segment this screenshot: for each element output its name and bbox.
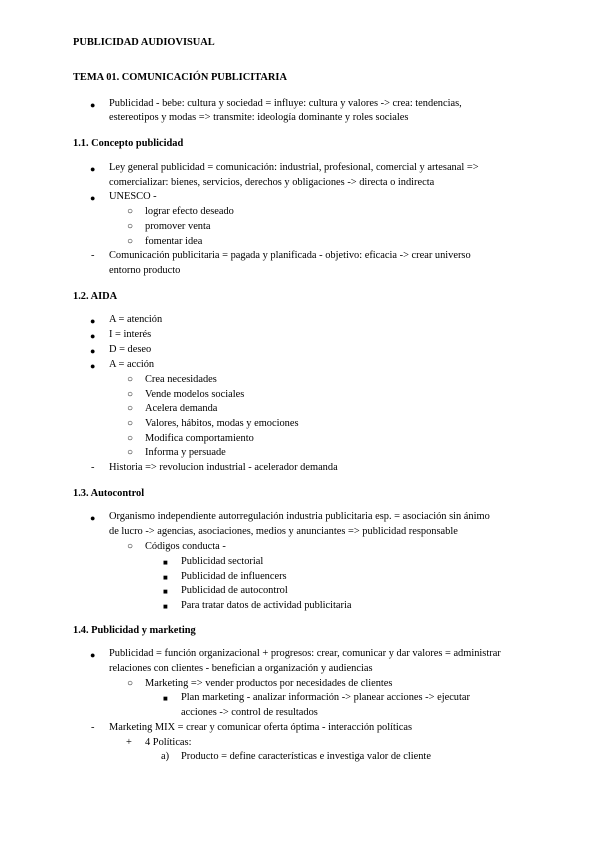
circle-marker: ○ — [127, 541, 134, 552]
comunicacion-line-1: Comunicación publicitaria = pagada y planificada - objetivo: eficacia -> crear universo — [109, 250, 471, 261]
ley-line-2: comercializar: bienes, servicios, derechos y obligaciones -> directa o indirecta — [109, 177, 435, 188]
circle-marker: ○ — [127, 418, 134, 429]
codigo-sub-1: Publicidad sectorial — [181, 556, 264, 567]
square-marker: ■ — [163, 602, 168, 611]
publicidad-line-2: relaciones con clientes - benefician a organización y audiencias — [109, 663, 373, 674]
circle-marker: ○ — [127, 374, 134, 385]
circle-marker: ○ — [127, 221, 134, 232]
plan-line-1: Plan marketing - analizar información -> planear acciones -> ejecutar — [181, 692, 470, 703]
bullet-marker: ● — [90, 361, 96, 371]
square-marker: ■ — [163, 587, 168, 596]
dash-marker: - — [91, 722, 95, 733]
section-heading-concepto: 1.1. Concepto publicidad — [73, 138, 184, 149]
section-heading-autocontrol: 1.3. Autocontrol — [73, 488, 145, 499]
intro-line-1: Publicidad - bebe: cultura y sociedad = influye: cultura y valores -> crea: tendencias, — [109, 98, 462, 109]
section-heading-aida: 1.2. AIDA — [73, 291, 118, 302]
square-marker: ■ — [163, 558, 168, 567]
plan-line-2: acciones -> control de resultados — [181, 707, 318, 718]
circle-marker: ○ — [127, 403, 134, 414]
bullet-marker: ● — [90, 331, 96, 341]
unesco-sub-1: lograr efecto deseado — [145, 206, 234, 217]
historia-item: Historia => revolucion industrial - acelerador demanda — [109, 462, 338, 473]
intro-line-2: estereotipos y modas => transmite: ideología dominante y roles sociales — [109, 112, 409, 123]
bullet-marker: ● — [90, 193, 96, 203]
accion-sub-6: Informa y persuade — [145, 447, 226, 458]
codigo-sub-4: Para tratar datos de actividad publicitaria — [181, 600, 352, 611]
bullet-marker: ● — [90, 164, 96, 174]
accion-sub-3: Acelera demanda — [145, 403, 218, 414]
aida-item-atencion: A = atención — [109, 314, 163, 325]
aida-item-accion: A = acción — [109, 359, 155, 370]
bullet-marker: ● — [90, 316, 96, 326]
section-heading-marketing: 1.4. Publicidad y marketing — [73, 625, 196, 636]
codigos-item: Códigos conducta - — [145, 541, 226, 552]
circle-marker: ○ — [127, 389, 134, 400]
plus-marker: + — [126, 737, 132, 748]
circle-marker: ○ — [127, 236, 134, 247]
bullet-marker: ● — [90, 650, 96, 660]
publicidad-line-1: Publicidad = función organizacional + progresos: crear, comunicar y dar valores = administrar — [109, 648, 501, 659]
aida-item-interes: I = interés — [109, 329, 152, 340]
square-marker: ■ — [163, 694, 168, 703]
aida-item-deseo: D = deseo — [109, 344, 152, 355]
topic-heading: TEMA 01. COMUNICACIÓN PUBLICITARIA — [73, 72, 287, 83]
comunicacion-line-2: entorno producto — [109, 265, 181, 276]
accion-sub-1: Crea necesidades — [145, 374, 217, 385]
bullet-marker: ● — [90, 513, 96, 523]
marketing-mix-item: Marketing MIX = crear y comunicar oferta óptima - interacción políticas — [109, 722, 413, 733]
document-title: PUBLICIDAD AUDIOVISUAL — [73, 37, 215, 48]
accion-sub-5: Modifica comportamiento — [145, 433, 254, 444]
codigo-sub-2: Publicidad de influencers — [181, 571, 287, 582]
marketing-item: Marketing => vender productos por necesidades de clientes — [145, 678, 393, 689]
organismo-line-2: de lucro -> agencias, asociaciones, medios y anunciantes => publicidad responsable — [109, 526, 458, 537]
unesco-sub-3: fomentar idea — [145, 236, 203, 247]
unesco-sub-2: promover venta — [145, 221, 211, 232]
square-marker: ■ — [163, 573, 168, 582]
circle-marker: ○ — [127, 206, 134, 217]
accion-sub-4: Valores, hábitos, modas y emociones — [145, 418, 299, 429]
bullet-marker: ● — [90, 346, 96, 356]
accion-sub-2: Vende modelos sociales — [145, 389, 245, 400]
organismo-line-1: Organismo independiente autorregulación industria publicitaria esp. = asociación sin ánimo — [109, 511, 490, 522]
unesco-item: UNESCO - — [109, 191, 157, 202]
letter-marker: a) — [161, 751, 170, 762]
circle-marker: ○ — [127, 433, 134, 444]
circle-marker: ○ — [127, 678, 134, 689]
producto-item: Producto = define características e investiga valor de cliente — [181, 751, 431, 762]
codigo-sub-3: Publicidad de autocontrol — [181, 585, 288, 596]
dash-marker: - — [91, 250, 95, 261]
bullet-marker: ● — [90, 100, 96, 110]
ley-line-1: Ley general publicidad = comunicación: industrial, profesional, comercial y artesanal => — [109, 162, 479, 173]
dash-marker: - — [91, 462, 95, 473]
politicas-item: 4 Políticas: — [145, 737, 192, 748]
circle-marker: ○ — [127, 447, 134, 458]
